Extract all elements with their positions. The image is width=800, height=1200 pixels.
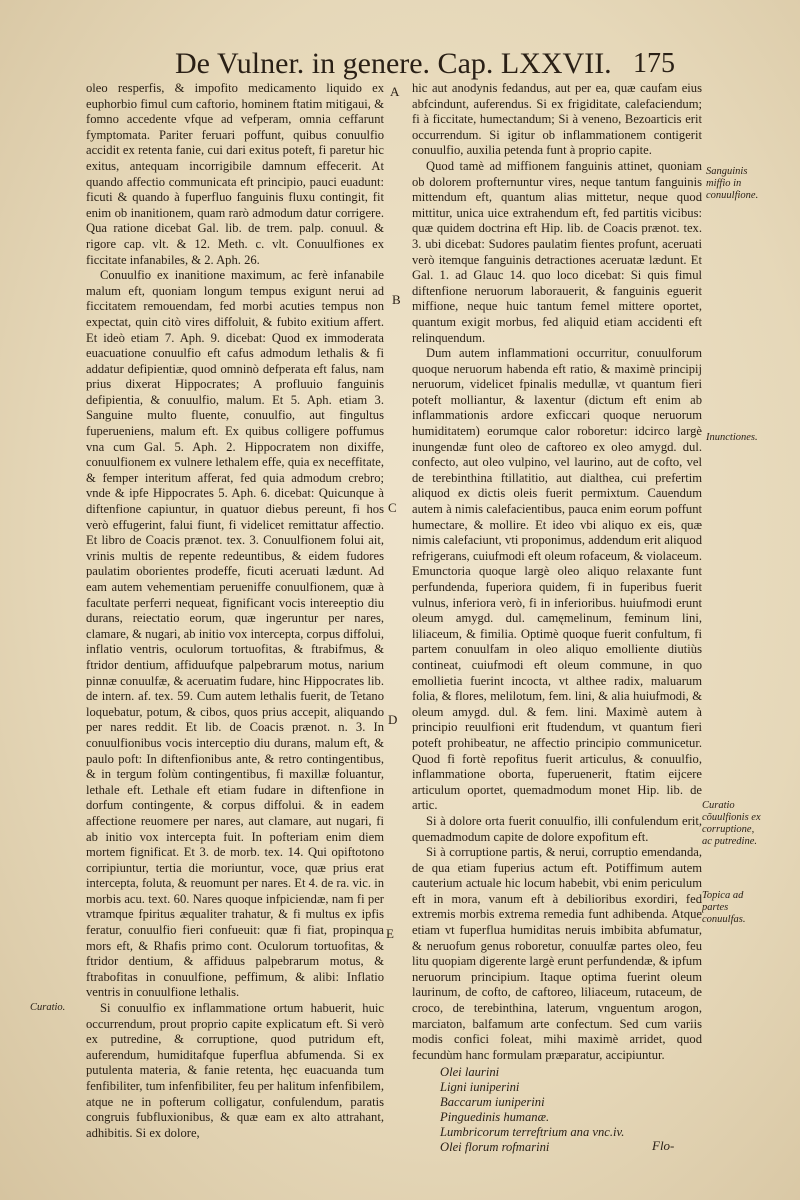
margin-note-curatio-left: Curatio. (30, 1002, 66, 1013)
right-paragraph-4: Si à dolore orta fuerit conuulfio, illi confulendum erit, quemadmodum capite de dolore expofitum eft. (412, 813, 702, 844)
running-title: De Vulner. in genere. Cap. LXXVII. (175, 47, 612, 80)
section-letter-d: D (388, 712, 398, 727)
recipe-item: Olei laurini (440, 1065, 500, 1080)
margin-note-curatio: Curatio cõuulfionis ex corruptione, ac putredine. (702, 800, 761, 847)
section-letter-e: E (386, 926, 394, 941)
catchword: Flo- (652, 1138, 675, 1153)
right-paragraph-1: hic aut anodynis fedandus, aut per ea, quæ caufam eius abfcindunt, auferendus. Si ex frigiditate, calefaciendum; fi à ficcitate, humectandum; Si à veneno, Bezoarticis erit occurrendum. Si igitur ob inflammationem contigerit conuulfio, auxilia petenda funt à proprio capite. (412, 81, 702, 158)
running-header (175, 44, 675, 84)
page-number: 175 (633, 48, 675, 79)
margin-note-sanguinis: Sanguinis miffio in conuulfione. (706, 166, 759, 201)
recipe-item: Ligni iuniperini (440, 1080, 520, 1095)
margin-note-inunctiones: Inunctiones. (706, 432, 758, 443)
margin-note-topica: Topica ad partes conuulfas. (702, 890, 746, 925)
recipe-item: Pinguedinis humanæ. (440, 1110, 550, 1125)
recipe-item: Lumbricorum terreftrium ana vnc.iv. (440, 1125, 625, 1140)
section-letter-a: A (390, 84, 400, 99)
left-column (86, 81, 384, 1141)
recipe-item: Baccarum iuniperini (440, 1095, 545, 1110)
left-paragraph-2: Conuulfio ex inanitione maximum, ac ferè infanabile malum eft, quoniam longum tempus exigunt nerui ad ficcitatem remouendam, fed morbi acuties tempus non expectat, quin citò vires diffoluit, & fubito exitium affert. Et ideò etiam 7. Aph. 9. dicebat: Quod ex immoderata euacuatione conuulfio eft cafus admodum lethalis & fi addatur defipientiæ, quod omninò defperata eft falus, nam prius dixerat Hippocrates; A profluuio fanguinis defipientia, & conuulfio, malum. Et 5. Aph. etiam 3. Sanguine multo fluente, conuulfio, aut fingultus fuperueniens, malum eft. Ex quibus colligere poffumus vna cum Gal. 5. Aph. 2. Hippocratem non dixiffe, conuulfionem ex vulnere lethalem effe, quia ex neceffitate, & femper interitum afferat, fed quia admodum crebro; vnde & ipfe Hippocrates 5. Aph. 6. dicebat: Quicunque à diftenfione capiuntur, in quatuor diebus pereunt, fi hos verò effugerint, falui fiunt, fi videlicet remittatur affectio. Et libro de Coacis prænot. tex. 3. Conuulfionem folui ait, vrinis multis de repente redeuntibus, & eidem fudores paulatim oborientes prodeffe, ficuti aceruati lædunt. Ad eam autem vehementiam perueniffe conuulfionem, quæ à facultate perferri nequeat, fignificant vocis intereeptio diu durans, reiectatio eorum, quæ ingeruntur per nares, clamare, & nugari, ab initio vox intercepta, corpus diffolui, inflatio ventris, oculorum tortuofitas, & ftrabifmus, & ftridor dentium, affiduufque palpebrarum motus, narium pinnæ conuulfæ, & aceruatim fudare, hinc Hippocrates lib. de intern. af. tex. 59. Cum autem lethalis fuerit, de Tetano loquebatur, potum, & cibos, quos prius accepit, aliquando per nares reddit. Et lib. de Coacis prænot. n. 3. In conuulfionibus vocis interceptio diu durans, malum eft, & paulo poft: In diftenfionibus ante, & retro contingentibus, & in tergum folùm contingentibus, fi maxillæ foluantur, lethale eft. Lethale eft etiam fudare in diftenfione in dorfum contingente, & corpus diffolui. & in eadem affectione reuomere per nares, aut clamare, aut nugari, fi ab initio vox intercepta fuit. In pofteriam enim diem mortem fignificat. Et 3. de morb. tex. 14. Qui opiftotono corripiuntur, tertia die moriuntur, voce, quæ prius erat intercepta, foluta, & reuomunt per nares. Et 4. de ra. vic. in morbis acu. text. 60. Nares quoque infpiciendæ, nam fi per vtramque fpiritus æqualiter trahatur, & fi multus ex ipfis feratur, conuulfio fieri confueuit: quæ fi fiat, propinqua mors eft, & Rhafis primo cont. Oculorum tortuofitas, & ftridor dentium, & affiduus palpebrarum motus, & ftrabofitas in conuulfione, peffimum, & alibi: Inflatio ventris in conuulfione lethalis. (86, 268, 384, 1000)
section-letter-c: C (388, 500, 397, 515)
recipe-item: Olei florum rofmarini (440, 1140, 550, 1155)
section-letter-b: B (392, 292, 401, 307)
right-paragraph-2: Quod tamè ad miffionem fanguinis attinet, quoniam ob dolorem profternuntur vires, neque tantum fanguinis mittendum eft, quantum alias mittetur, neque quod mittitur, unica uice extrahendum eft, fed partitis vicibus: quæ quidem doctrina eft Hip. lib. de Coacis prænot. tex. 3. ubi dicebat: Sudores paulatim fientes profunt, aceruati verò itemque fanguinis detractiones aceruatæ lædunt. Et Gal. 1. ad Glauc 14. quo loco dicebat: Si quis fimul diftenfione neruorum laborauerit, & fanguinis eguerit miffione, neque huic tantum femel mittere oportet, quantum exigit morbus, fed aliquid etiam accidenti eft relinquendum. (412, 158, 702, 345)
right-column (412, 81, 702, 1155)
right-paragraph-3: Dum autem inflammationi occurritur, conuulforum quoque neruorum habenda eft ratio, & maximè principij neruorum, videlicet fpinalis medullæ, vt quantum fieri poteft molliantur, & laxentur (dictum eft enim ab inflammationis ardore exficcari quoque neruorum humiditatem) eorumque calor roboretur: idcirco largè inungendæ funt oleo de caftoreo ex oleo amygd. dul. confecto, aut oleo vulpino, vel laurino, aut de cofto, vel de terebinthina ftillatitio, aut dialthea, cui prefertim aliquod ex dictis oleis fuerit permixtum. Cauendum autem à nimis calefacientibus, pauca enim eorum poffunt humectare, & mollire. Et ideo vbi aliquo ex eis, quæ nimis calefaciunt, vti proponimus, addendum erit aliquod refrigerans, cuiufmodi eft oleum rofaceum, & violaceum. Emunctoria quoque largè oleo aliquo relaxante funt perfundenda, fuperiora quidem, fi in fuperibus fuerit vulnus, inferiora verò, fi in inferioribus. huiufmodi erunt oleum amygd. dul. camęmelinum, feminum lini, liliaceum, & fimilia. Optimè quoque fuerit confultum, fi partem conuulfam in oleo aliquo emolliente diutiùs contineat, cuiufmodi eft oleum commune, in quo emollietia fuerint incocta, vt althee radix, maluarum folia, & flores, melilotum, fem. lini, & alia huiufmodi, & oleum amygd. dul. & fem. lini. Maximè autem à principio reuulfioni erit ftudendum, vt quantum fieri poteft prohibeatur, ne affectio principio communicetur. Quod fi fortè repofitus fuerit articulus, & conuulfio, inflammatione oborta, fuperuenerit, ftatim eijcere articulum oportet, quemadmodum monet Hip. lib. de artic. (412, 346, 702, 813)
left-paragraph-1: oleo resperfis, & impofito medicamento liquido ex euphorbio fimul cum caftorio, hominem ftatim mitigaui, & fomno accedente vfque ad vefperam, omnia ceffarunt fymptomata. Pariter feruari poffunt, quibus conuulfio accidit ex retenta fanie, cui dari exitus poteft, fi paretur hic exitus, antequam incorrigibile damnum effecerit. At quando affectio communicata eft principio, pauci euadunt: ficuti & quando à fuperfluo fanguinis fluxu contingit, fit enim ob inanitionem, quam rarò admodum datur corrigere. Qua ratione dicebat Gal. lib. de trem. palp. conuul. & rigore cap. vlt. & 12. Meth. c. vlt. Conuulfiones ex ficcitate infanabiles, & 2. Aph. 26. (86, 81, 384, 267)
left-paragraph-3: Si conuulfio ex inflammatione ortum habuerit, huic occurrendum, prout proprio capite explicatum eft. Si verò ex putredine, & corruptione, quod putridum eft, auferendum, humiditafque fuperflua abfumenda. Si ex putulenta materia, & fanie retenta, hęc euacuanda tum fenfibiliter, tum infenfibiliter, feu per halitum infenfibilem, atque ne in pofterum colligatur, confulendum, paratis congruis fubfluxionibus, & quæ eam ex alto attrahant, adhibitis. Si ex dolore, (86, 1001, 384, 1140)
right-paragraph-5: Si à corruptione partis, & nerui, corruptio emendanda, de qua etiam fuperius actum eft. Potiffimum autem cauterium actuale hic locum habebit, vbi enim periculum eft in mora, vanum eft à debilioribus exordiri, fed extremis morbis extrema remedia funt adhibenda. Atque etiam vt fuperflua humiditas neruis imbibita abfumatur, & neruofum genus roboretur, conuulfæ partes oleo, feu litu quopiam digerente largè erunt perfundendæ, & ipfum neruorum principium. Itaque optima fuerint oleum laurinum, de cofto, de caftoreo, liliaceum, rutaceum, de croco, de terebinthina, laterum, vnguentum arogon, marciaton, balfamum arte confectum. Sed cum variis modis confici foleat, mihi maximè arridet, quod fecundùm hanc formulam præparatur, accipiuntur. (412, 845, 702, 1062)
